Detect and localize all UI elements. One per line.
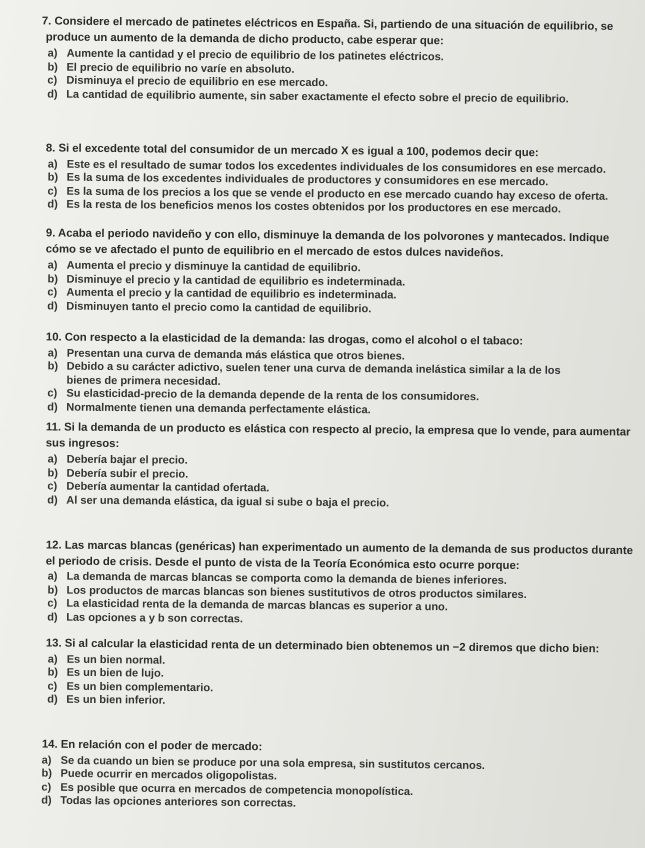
option-c: c) Es posible que ocurra en mercados de competencia monopolística. [41, 781, 414, 798]
option-a: a) Este es el resultado de sumar todos los excedentes individuales de los consumidores en ese mercado. [47, 157, 607, 176]
option-d: d) Es un bien inferior. [47, 693, 166, 708]
option-d: d) Es la resta de los beneficios menos los costes obtenidos por los productores en ese mercado. [47, 198, 561, 216]
option-b: b) Puede ocurrir en mercados oligopolistas. [41, 767, 278, 783]
option-a: a) Presentan una curva de demanda más elástica que otros bienes. [47, 346, 405, 363]
question-8 [0, 141, 645, 218]
option-b: b) Disminuye el precio y la cantidad de equilibrio es indeterminada. [47, 273, 406, 289]
question-13 [0, 636, 645, 714]
question-title: 13. Si al calcular la elasticidad renta de un determinado bien obtenemos un −2 diremos que dicho bien: [45, 637, 600, 656]
question-10 [0, 330, 645, 420]
option-d: d) Disminuyen tanto el precio como la cantidad de equilibrio. [47, 300, 372, 316]
option-c: c) Aumenta el precio y la cantidad de equilibrio es indeterminada. [47, 286, 397, 302]
question-title: 7. Considere el mercado de patinetes eléctricos en España. Si, partiendo de una situación de equilibrio, se produce un aumento de la demanda de dicho producto, cabe esperar que: [41, 15, 614, 47]
option-c: c) Es un bien complementario. [47, 680, 214, 694]
question-title: 10. Con respecto a la elasticidad de la demanda: las drogas, como el alcohol o el tabaco: [45, 331, 524, 348]
option-d: d) Al ser una demanda elástica, da igual si sube o baja el precio. [47, 494, 390, 510]
option-c: c) Disminuya el precio de equilibrio en ese mercado. [47, 74, 329, 90]
question-9 [0, 226, 645, 319]
question-title: 12. Las marcas blancas (genéricas) han experimentado un aumento de la demanda de sus productos durante el periodo de crisis. Desde el punto de vista de la Teoría Económica esto ocurre porque: [45, 539, 633, 572]
question-12 [0, 538, 645, 631]
question-title: 14. En relación con el poder de mercado: [41, 738, 263, 754]
option-b: b) Es la suma de los excedentes individuales de productores y consumidores en ese mercado. [47, 171, 549, 189]
option-c: c) Es la suma de los precios a los que se vende el producto en ese mercado cuando hay exceso de oferta. [47, 185, 609, 203]
option-d: d) La cantidad de equilibrio aumente, sin saber exactamente el efecto sobre el precio de equilibrio. [47, 88, 569, 106]
option-a: a) La demanda de marcas blancas se comporta como la demanda de bienes inferiores. [47, 570, 507, 587]
question-title: 8. Si el excedente total del consumidor de un mercado X es igual a 100, podemos decir que: [45, 142, 539, 160]
option-d: d) Normalmente tienen una demanda perfectamente elástica. [47, 401, 371, 417]
option-d: d) Todas las opciones anteriores son correctas. [41, 794, 297, 810]
option-b: b) Es un bien de lujo. [47, 666, 164, 680]
option-c: c) Su elasticidad-precio de la demanda depende de la renta de los consumidores. [47, 387, 480, 404]
question-title: 11. Si la demanda de un producto es elástica con respecto al precio, la empresa que lo vende, para aumentar sus ingresos: [45, 421, 631, 450]
option-b: b) El precio de equilibrio no varíe en absoluto. [47, 61, 295, 76]
option-b: b) Debería subir el precio. [47, 467, 189, 481]
question-11 [0, 420, 645, 513]
option-b: b) Los productos de marcas blancas son bienes sustitutivos de otros productos similares. [47, 584, 527, 601]
option-b: b) Debido a su carácter adictivo, suelen tener una curva de demanda inelástica similar a la de los bienes de primera necesidad. [47, 360, 561, 388]
question-7 [0, 14, 645, 108]
option-a: a) Aumente la cantidad y el precio de equilibrio de los patinetes eléctricos. [47, 47, 444, 64]
option-a: a) Debería bajar el precio. [47, 453, 188, 467]
question-title: 9. Acaba el periodo navideño y con ello, disminuye la demanda de los polvorones y mantecados. Indique cómo se ve afectado el punto de equilibrio en el mercado de estos dulces navideños. [45, 227, 610, 259]
option-c: c) La elasticidad renta de la demanda de marcas blancas es superior a uno. [47, 597, 448, 614]
question-14 [0, 737, 641, 816]
option-c: c) Debería aumentar la cantidad ofertada. [47, 480, 270, 495]
option-a: a) Se da cuando un bien se produce por una sola empresa, sin sustitutos cercanos. [41, 754, 485, 772]
option-d: d) Las opciones a y b son correctas. [47, 611, 243, 626]
option-a: a) Es un bien normal. [47, 653, 166, 667]
option-a: a) Aumenta el precio y disminuye la cantidad de equilibrio. [47, 259, 361, 275]
